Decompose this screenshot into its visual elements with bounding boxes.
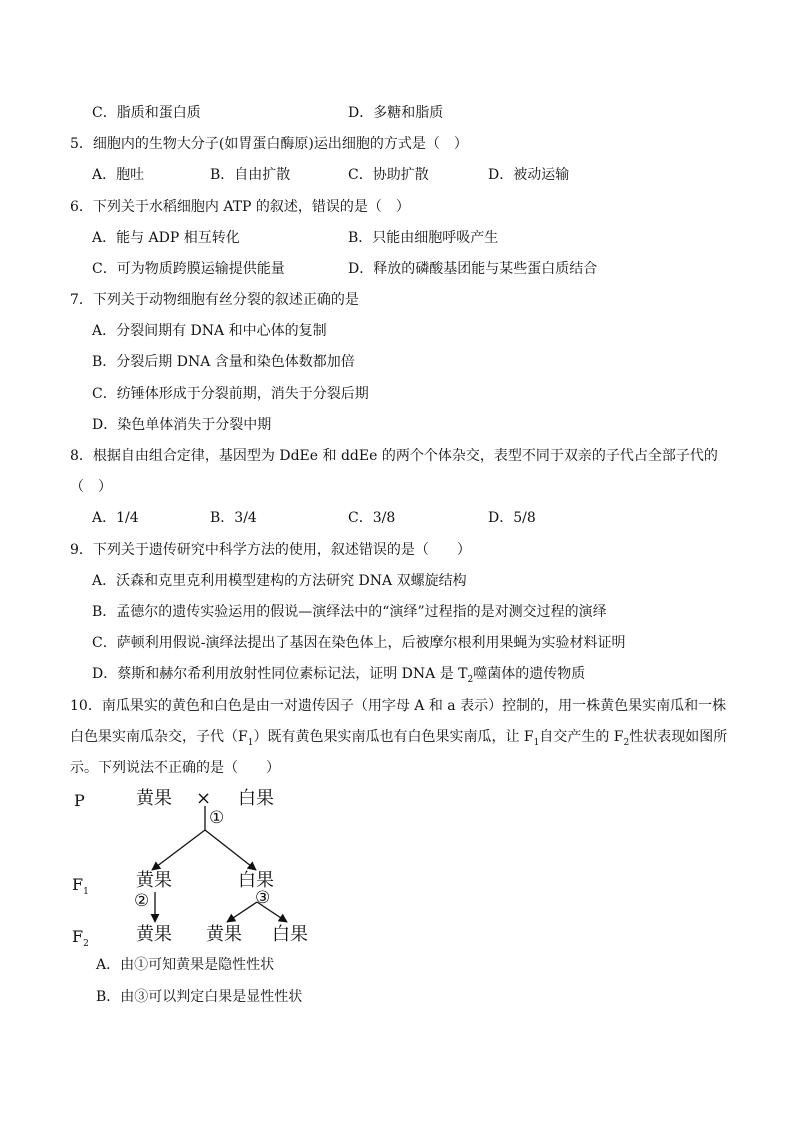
q9-option-d: D．蔡斯和赫尔希利用放射性同位素标记法，证明 DNA 是 $T_2$噬菌体的遗传物质 [92, 666, 586, 685]
q4-option-d: D．多糖和脂质 [348, 105, 444, 121]
q5-option-a: A．胞吐 [92, 167, 145, 183]
q8-option-a: A．1/4 [92, 510, 139, 526]
q9-option-b: B．孟德尔的遗传实验运用的假说—演绎法中的“演绎”过程指的是对测交过程的演绎 [92, 604, 607, 620]
generation-f1-label: $F_1$ [72, 875, 89, 898]
p-white-fruit: 白果 [238, 788, 274, 809]
q9-option-c: C．萨顿利用假说-演绎法提出了基因在染色体上，后被摩尔根利用果蝇为实验材料证明 [92, 635, 626, 651]
q5-option-b: B．自由扩散 [210, 167, 291, 183]
generation-f2-label: $F_2$ [72, 927, 89, 950]
arrow-f1-white-to-f2-yellow [227, 902, 257, 922]
f1-yellow-fruit: 黄果 [136, 870, 172, 891]
q7-option-c: C．纺锤体形成于分裂前期，消失于分裂后期 [92, 386, 369, 402]
q6-stem: 6．下列关于水稻细胞内 ATP 的叙述，错误的是（ ） [70, 199, 410, 215]
arrow-p-to-f1-yellow [152, 830, 205, 870]
f2-yellow-fruit-right: 黄果 [206, 924, 242, 945]
q6-option-b: B．只能由细胞呼吸产生 [348, 230, 499, 246]
q7-option-a: A．分裂间期有 DNA 和中心体的复制 [92, 323, 327, 339]
p-yellow-fruit: 黄果 [136, 788, 172, 809]
q10-option-a: A．由①可知黄果是隐性性状 [96, 957, 275, 973]
q8-stem-continued: （ ） [70, 479, 112, 495]
step-2-marker: ② [134, 891, 150, 911]
q10-stem-line1: 10．南瓜果实的黄色和白色是由一对遗传因子（用字母 A 和 a 表示）控制的，用一株黄色果实南瓜和一株 [70, 698, 727, 714]
generation-p-label: P [74, 791, 85, 810]
cross-symbol: × [196, 788, 212, 809]
step-3-marker: ③ [255, 888, 271, 908]
q10-stem-line3: 示。下列说法不正确的是（ ） [70, 760, 280, 776]
q9-stem: 9．下列关于遗传研究中科学方法的使用，叙述错误的是（ ） [70, 542, 471, 558]
q8-option-b: B．3/4 [210, 510, 257, 526]
f2-yellow-fruit-left: 黄果 [136, 924, 172, 945]
arrow-p-to-f1-white [205, 830, 256, 870]
q5-option-d: D．被动运输 [488, 167, 570, 183]
q6-option-a: A．能与 ADP 相互转化 [92, 230, 240, 246]
q6-option-c: C．可为物质跨膜运输提供能量 [92, 261, 285, 277]
f2-white-fruit: 白果 [272, 924, 308, 945]
q10-stem-line2: 白色果实南瓜杂交，子代$(F_1)$既有黄色果实南瓜也有白色果实南瓜，让 $F_1$自交产生的 $F_2$性状表现如图所 [70, 729, 728, 748]
q6-option-d: D．释放的磷酸基团能与某些蛋白质结合 [348, 261, 598, 277]
q5-option-c: C．协助扩散 [348, 167, 429, 183]
q9-option-a: A．沃森和克里克利用模型建构的方法研究 DNA 双螺旋结构 [92, 573, 467, 589]
q5-stem: 5．细胞内的生物大分子(如胃蛋白酶原)运出细胞的方式是（ ） [70, 136, 468, 152]
q7-stem: 7．下列关于动物细胞有丝分裂的叙述正确的是 [70, 292, 359, 308]
q4-option-c: C．脂质和蛋白质 [92, 105, 201, 121]
q7-option-d: D．染色单体消失于分裂中期 [92, 417, 272, 433]
q7-option-b: B．分裂后期 DNA 含量和染色体数都加倍 [92, 354, 355, 370]
step-1-marker: ① [209, 808, 225, 828]
pedigree-diagram [70, 780, 330, 950]
f1-white-fruit: 白果 [238, 870, 274, 891]
q8-stem: 8．根据自由组合定律，基因型为 DdEe 和 ddEe 的两个个体杂交，表型不同于双亲的子代占全部子代的 [70, 448, 718, 464]
q10-option-b: B．由③可以判定白果是显性性状 [96, 989, 303, 1005]
q8-option-d: D．5/8 [488, 510, 536, 526]
q8-option-c: C．3/8 [348, 510, 396, 526]
